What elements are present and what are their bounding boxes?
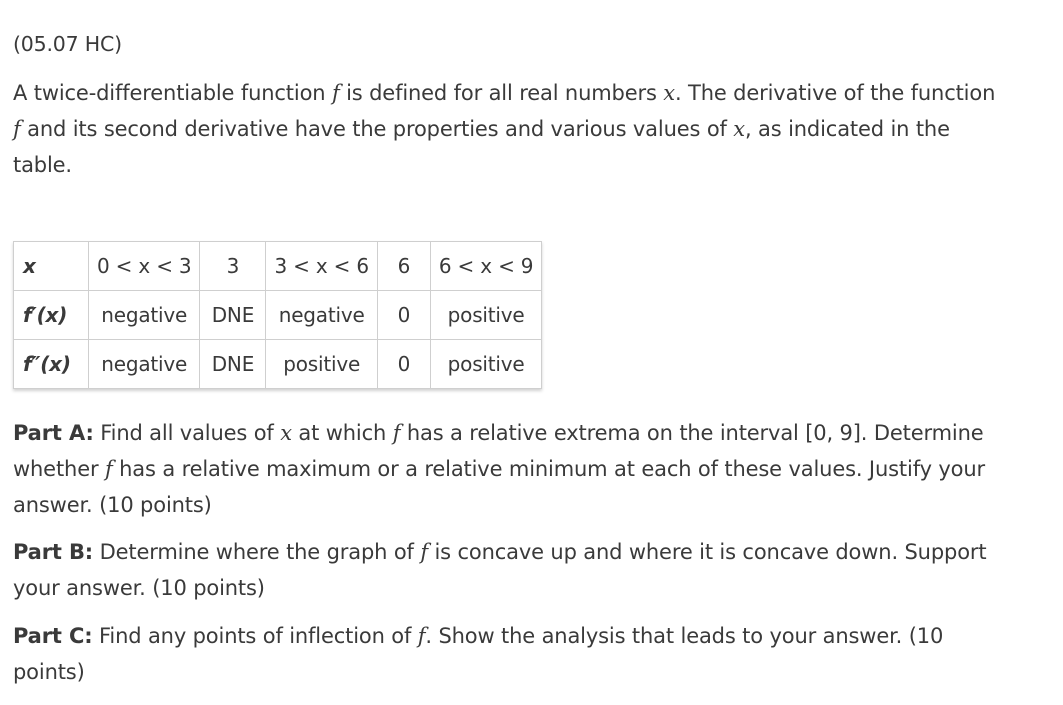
part-b-paragraph: [13, 534, 1063, 606]
part-a-text: has a relative maximum or a relative minimum at each of these values. Justify your: [112, 457, 985, 481]
table-cell: DNE: [200, 291, 266, 340]
intro-text: A twice-differentiable function: [13, 81, 332, 105]
intro-line-2: [13, 111, 1063, 147]
part-b-label: Part B:: [13, 540, 94, 564]
part-a-line-3: answer. (10 points): [13, 493, 212, 517]
part-a-line-2: [13, 451, 1063, 487]
table-cell: positive: [266, 340, 377, 389]
intro-text: is defined for all real numbers: [339, 81, 664, 105]
part-c-text: Find any points of inflection of: [92, 624, 418, 648]
part-c-paragraph: [13, 618, 1063, 690]
question-code: (05.07 HC): [13, 32, 122, 56]
table-cell: negative: [89, 340, 200, 389]
intro-text: and its second derivative have the properties and various values of: [20, 117, 734, 141]
table-header-row: [14, 242, 542, 291]
table-row-label: f′(x): [14, 291, 89, 340]
intro-paragraph: [13, 75, 1063, 183]
table-row: [14, 291, 542, 340]
function-symbol: f: [392, 421, 401, 445]
table-cell: DNE: [200, 340, 266, 389]
table-cell: 0: [377, 291, 430, 340]
intro-line-1: [13, 75, 1063, 111]
table-cell: negative: [89, 291, 200, 340]
table-header-cell: x: [14, 242, 89, 291]
table-row-label: f″(x): [14, 340, 89, 389]
part-a-paragraph: [13, 415, 1063, 523]
table-header-cell: 3 < x < 6: [266, 242, 377, 291]
table-cell: positive: [430, 340, 541, 389]
part-a-text: Find all values of: [93, 421, 281, 445]
part-b-line-1: [13, 534, 1063, 570]
part-a-line-1: [13, 415, 1063, 451]
variable-symbol: x: [663, 81, 675, 105]
variable-symbol: x: [733, 117, 745, 141]
table-header-cell: 0 < x < 3: [89, 242, 200, 291]
intro-text: , as indicated in the: [745, 117, 950, 141]
part-a-label: Part A:: [13, 421, 94, 445]
function-symbol: f: [417, 624, 426, 648]
part-a-text: at which: [291, 421, 393, 445]
part-c-line-1: [13, 618, 1063, 654]
table-cell: 0: [377, 340, 430, 389]
part-c-text: . Show the analysis that leads to your answer. (10: [425, 624, 944, 648]
table-header-cell: 6: [377, 242, 430, 291]
table-cell: positive: [430, 291, 541, 340]
intro-text: . The derivative of the function: [675, 81, 996, 105]
function-symbol: f: [331, 81, 340, 105]
part-b-text: is concave up and where it is concave down. Support: [427, 540, 987, 564]
question-page: [13, 26, 1063, 684]
part-a-text: has a relative extrema on the interval [0, 9]. Determine: [400, 421, 984, 445]
intro-line-3: table.: [13, 153, 72, 177]
part-c-line-2: points): [13, 660, 85, 684]
part-a-text: whether: [13, 457, 105, 481]
table-header-cell: 3: [200, 242, 266, 291]
part-b-text: Determine where the graph of: [93, 540, 421, 564]
table-header-cell: 6 < x < 9: [430, 242, 541, 291]
function-symbol: f: [420, 540, 428, 564]
function-symbol: f: [13, 117, 21, 141]
function-symbol: f: [104, 457, 113, 481]
part-c-label: Part C:: [13, 624, 93, 648]
table-row: [14, 340, 542, 389]
table-cell: negative: [266, 291, 377, 340]
variable-symbol: x: [280, 421, 292, 445]
part-b-line-2: your answer. (10 points): [13, 576, 265, 600]
derivative-properties-table: [13, 241, 542, 389]
